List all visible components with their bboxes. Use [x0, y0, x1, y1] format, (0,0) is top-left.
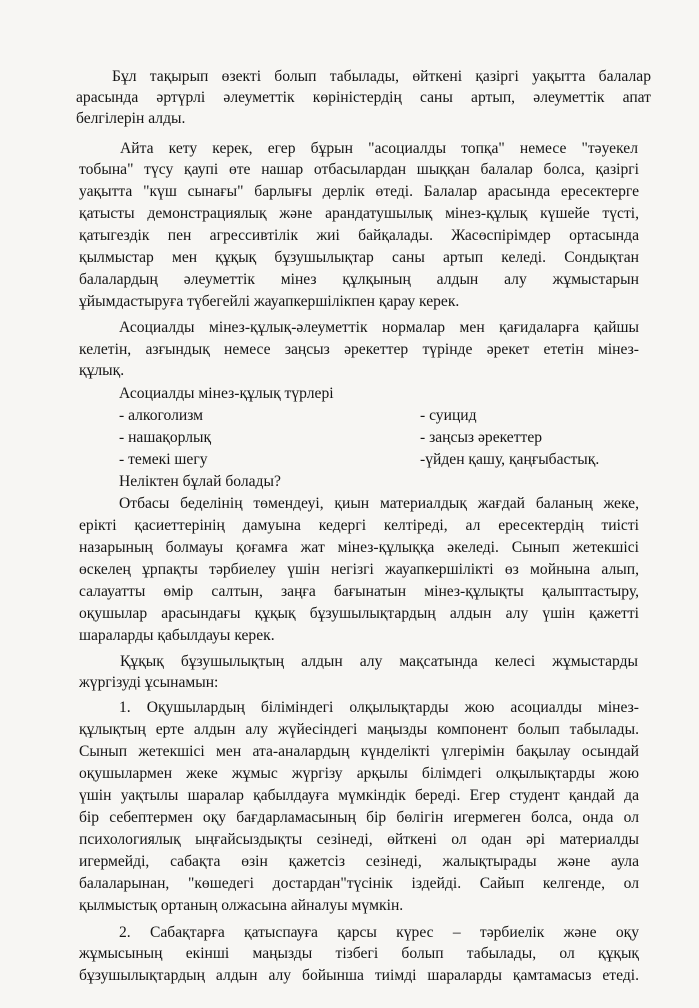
list-item: - заңсыз әрекеттер	[420, 429, 543, 446]
paragraph-line: жұмысының екінші маңызды тізбегі болып табылады, ол құқық	[79, 945, 639, 962]
list-item: - нашақорлық	[119, 429, 212, 446]
paragraph-line: қылмыстар мен құқық бұзушылықтар саны артып келеді. Сондықтан	[79, 249, 639, 266]
list-item: -үйден қашу, қаңғыбастық.	[420, 451, 600, 468]
paragraph-line: арасында әртүрлі әлеуметтік көріністердің саны артып, әлеуметтік апат	[76, 89, 651, 106]
paragraph-line: тобына" түсу қаупі өте нашар отбасылардан шыққан балалар болса, қазіргі	[79, 161, 639, 178]
list-heading: Асоциалды мінез-құлық түрлері	[119, 385, 334, 402]
paragraph-line: қылмыстық ортаның олжасына айналуы мүмкін.	[79, 897, 404, 914]
paragraph-line: психологиялық ыңғайсыздықты сезінеді, өйткені ол одан әрі материалды	[79, 831, 639, 848]
paragraph-line: Бұл тақырып өзекті болып табылады, өйткені қазіргі уақытта балалар	[112, 68, 651, 85]
paragraph-line: жүргізуді ұсынамын:	[79, 674, 219, 691]
list-item: - суицид	[420, 407, 477, 424]
paragraph-line: қатыгездік пен агрессивтілік жиі байқалады. Жасөспірімдер ортасында	[79, 227, 639, 244]
list-item: - темекі шегу	[119, 451, 208, 468]
paragraph-line: балалардың әлеуметтік мінез құлқының алдын алу жұмыстарын	[79, 271, 639, 288]
paragraph-line: оқушылармен жеке жұмыс жүргізу арқылы білімдегі олқылықтарды жою	[79, 765, 639, 782]
paragraph-line: қатысты демонстрациялық және арандатушылық мінез-құлық күшейе түсті,	[79, 205, 639, 222]
paragraph-line: құлықтың ерте алдын алу жүйесіндегі маңызды компонент болып табылады.	[79, 721, 639, 738]
list-item: - алкоголизм	[119, 407, 204, 424]
paragraph-line: Неліктен бұлай болады?	[119, 473, 281, 490]
paragraph-line: құлық.	[79, 362, 125, 379]
paragraph-line: игермейді, сабақта өзін қажетсіз сезінеді, жалықтырады және аула	[79, 853, 639, 870]
paragraph-line: ерікті қасиеттерінің дамуына кедергі келтіреді, ал ересектердің тиісті	[79, 517, 639, 534]
paragraph-line: бұзушылықтардың алдын алу бойынша тиімді шараларды қамтамасыз етеді.	[79, 967, 639, 984]
paragraph-line: келетін, азғындық немесе заңсыз әрекеттер түрінде әрекет ететін мінез-	[79, 341, 639, 358]
paragraph-line: 2. Сабақтарға қатыспауға қарсы күрес – тәрбиелік және оқу	[119, 924, 639, 941]
paragraph-line: Айта кету керек, егер бұрын "асоциалды топқа" немесе "тәуекел	[120, 140, 638, 157]
paragraph-line: оқушылар арасындағы құқық бұзушылықтардың алдын алу үшін қажетті	[79, 605, 639, 622]
paragraph-line: салауатты өмір салтын, заңға бағынатын мінез-құлықты қалыптастыру,	[79, 583, 639, 600]
paragraph-line: бір себептермен оқу бағдарламасының бір бөлігін игермеген болса, онда ол	[79, 809, 639, 826]
paragraph-line: Отбасы беделінің төмендеуі, қиын материалдық жағдай баланың жеке,	[119, 495, 639, 512]
paragraph-line: ұйымдастыруға түбегейлі жауапкершілікпен қарау керек.	[79, 293, 460, 310]
paragraph-line: 1. Оқушылардың біліміндегі олқылықтарды жою асоциалды мінез-	[119, 699, 639, 716]
paragraph-line: өскелең ұрпақты тәрбиелеу үшін негізгі жауапкершілікті өз мойнына алып,	[79, 561, 639, 578]
paragraph-line: балаларынан, "көшедегі достардан"түсінік іздейді. Сайып келгенде, ол	[79, 875, 639, 892]
paragraph-line: Құқық бұзушылықтың алдын алу мақсатында келесі жұмыстарды	[120, 653, 638, 670]
paragraph-line: Сынып жетекшісі мен ата-аналардың күнделікті үлгерімін бақылау осындай	[79, 743, 639, 760]
paragraph-line: уақытта "күш сынағы" барлығы дерлік өтеді. Балалар арасында ересектерге	[79, 183, 639, 200]
paragraph-line: назарының болмауы қоғамға жат мінез-құлыққа әкеледі. Сынып жетекшісі	[79, 539, 639, 556]
paragraph-line: белгілерін алды.	[76, 110, 186, 127]
paragraph-line: шараларды қабылдауы керек.	[79, 627, 275, 644]
paragraph-line: Асоциалды мінез-құлық-әлеуметтік нормалар мен қағидаларға қайшы	[119, 319, 639, 336]
paragraph-line: үшін уақтылы шаралар қабылдауға мүмкіндік береді. Егер студент қандай да	[79, 787, 639, 804]
